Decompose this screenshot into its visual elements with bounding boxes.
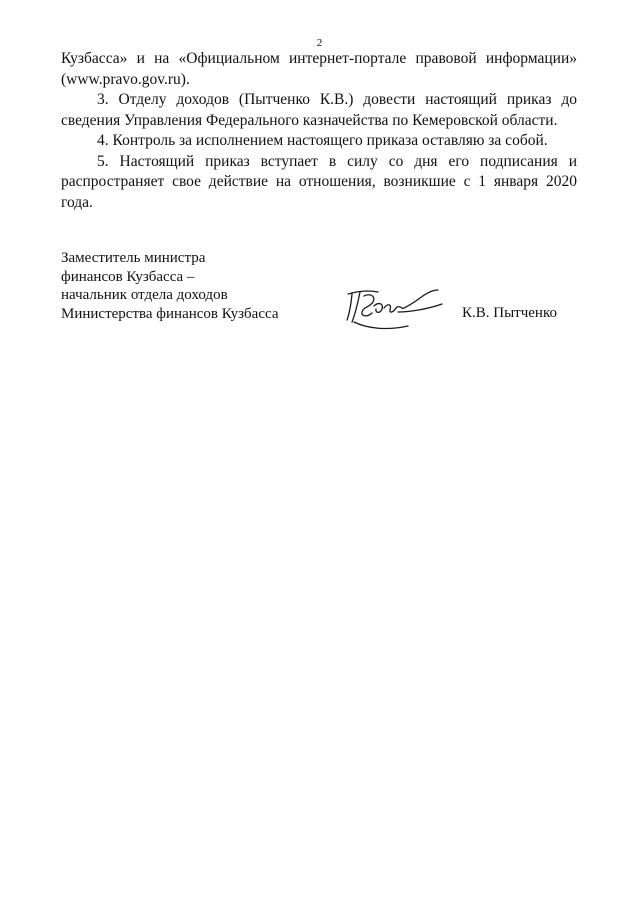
paragraph-item-3-end — [61, 111, 577, 132]
paragraph-line: 3. Отделу доходов (Пытченко К.В.) довести настоящий приказ до — [97, 91, 577, 108]
signer-position — [61, 249, 279, 323]
signer-position-line: финансов Кузбасса – — [61, 268, 195, 285]
paragraph-item-5 — [61, 152, 577, 173]
paragraph-item-3 — [61, 90, 577, 111]
paragraph-line: 4. Контроль за исполнением настоящего приказа оставляю за собой. — [97, 132, 548, 149]
handwritten-signature — [338, 282, 448, 338]
signer-name: К.В. Пытченко — [462, 305, 557, 321]
paragraph-item-5-end — [61, 172, 577, 213]
paragraph-line: (www.pravo.gov.ru). — [61, 70, 190, 88]
signer-position-line: Заместитель министра — [61, 250, 206, 266]
paragraph-item-4 — [61, 131, 577, 152]
paragraph-line: Кузбасса» и на «Официальном интернет-портале правовой информации» — [61, 50, 577, 67]
paragraph-publication — [61, 49, 577, 70]
paragraph-line: сведения Управления Федерального казначейства по Кемеровской области. — [61, 111, 558, 129]
signer-position-line: Министерства финансов Кузбасса — [61, 305, 279, 322]
signer-position-line: начальник отдела доходов — [61, 287, 228, 303]
page-number: 2 — [316, 37, 323, 49]
paragraph-line: распространяет свое действие на отношения, возникшие с 1 января 2020 года. — [61, 173, 577, 211]
paragraph-publication-end — [61, 70, 577, 91]
paragraph-line: 5. Настоящий приказ вступает в силу со дня его подписания и — [97, 152, 577, 170]
document-body — [61, 49, 577, 213]
